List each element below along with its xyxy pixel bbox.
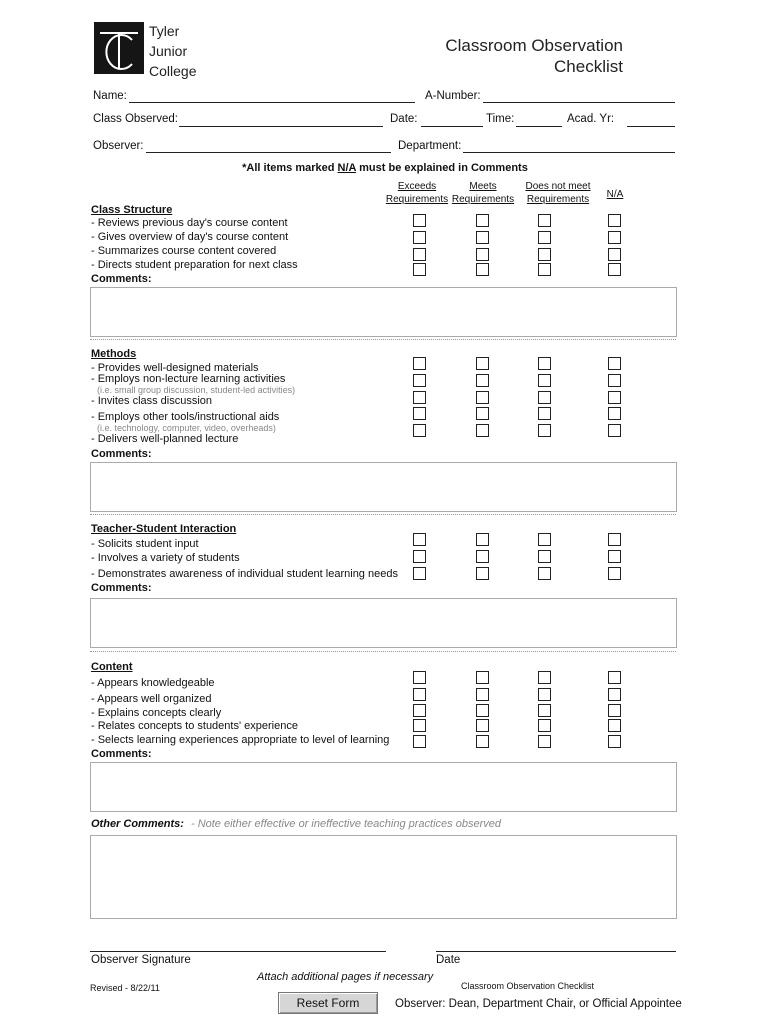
tjc-logo-icon (94, 22, 144, 74)
list-item: - Directs student preparation for next class (91, 259, 298, 271)
observer-field[interactable] (146, 152, 391, 153)
list-item: - Selects learning experiences appropriate to level of learning (91, 734, 390, 746)
checkbox-meets[interactable] (476, 533, 489, 546)
checkbox-meets[interactable] (476, 688, 489, 701)
list-item-note: (i.e. technology, computer, video, overheads) (97, 423, 276, 433)
checkbox-exceeds[interactable] (413, 407, 426, 420)
checkbox-exceeds[interactable] (413, 263, 426, 276)
checkbox-na[interactable] (608, 357, 621, 370)
acad-yr-field[interactable] (627, 126, 675, 127)
notice-na: N/A (337, 162, 357, 174)
checkbox-exceeds[interactable] (413, 550, 426, 563)
checkbox-meets[interactable] (476, 671, 489, 684)
checkbox-does-not-meet[interactable] (538, 704, 551, 717)
checkbox-exceeds[interactable] (413, 424, 426, 437)
notice-suffix: must be explained in Comments (356, 162, 528, 174)
checkbox-does-not-meet[interactable] (538, 567, 551, 580)
checkbox-exceeds[interactable] (413, 719, 426, 732)
logo-line-3: College (149, 63, 197, 79)
signature-date-label: Date (436, 954, 461, 966)
checkbox-na[interactable] (608, 214, 621, 227)
name-field[interactable] (129, 102, 415, 103)
date-field[interactable] (421, 126, 483, 127)
checkbox-does-not-meet[interactable] (538, 719, 551, 732)
observer-label: Observer: (93, 140, 144, 152)
checkbox-na[interactable] (608, 374, 621, 387)
col-meets-line1: Meets (469, 181, 497, 192)
reset-form-button[interactable]: Reset Form (278, 992, 378, 1014)
class-observed-field[interactable] (179, 126, 383, 127)
content-comments-label: Comments: (91, 748, 152, 760)
list-item: - Demonstrates awareness of individual student learning needs (91, 568, 398, 580)
checkbox-meets[interactable] (476, 214, 489, 227)
col-na (600, 188, 630, 201)
college-name (149, 21, 196, 81)
acad-yr-label: Acad. Yr: (567, 113, 615, 125)
col-meets-line2: Requirements (451, 194, 515, 205)
other-comments-label: Other Comments: (91, 818, 184, 830)
checkbox-na[interactable] (608, 391, 621, 404)
checkbox-exceeds[interactable] (413, 374, 426, 387)
methods-comments-field[interactable] (90, 462, 677, 512)
checkbox-meets[interactable] (476, 391, 489, 404)
checkbox-meets[interactable] (476, 231, 489, 244)
col-exceeds-line2: Requirements (385, 194, 449, 205)
checkbox-does-not-meet[interactable] (538, 263, 551, 276)
section-methods-title: Methods (91, 348, 137, 360)
list-item: - Summarizes course content covered (91, 245, 277, 257)
checkbox-does-not-meet[interactable] (538, 407, 551, 420)
checkbox-na[interactable] (608, 550, 621, 563)
checkbox-na[interactable] (608, 424, 621, 437)
section-class-structure-title: Class Structure (91, 204, 173, 216)
logo-line-2: Junior (149, 43, 188, 59)
checkbox-na[interactable] (608, 231, 621, 244)
date-label: Date: (390, 113, 418, 125)
list-item: - Provides well-designed materials (91, 362, 259, 374)
section-divider (90, 651, 676, 652)
col-does-not-line1: Does not meet (525, 181, 591, 192)
checkbox-does-not-meet[interactable] (538, 533, 551, 546)
other-comments-hint: - Note either effective or ineffective teaching practices observed (190, 818, 501, 830)
interaction-comments-field[interactable] (90, 598, 677, 648)
na-notice (0, 162, 770, 174)
col-does-not-line2: Requirements (526, 194, 590, 205)
checkbox-exceeds[interactable] (413, 357, 426, 370)
col-exceeds (384, 180, 450, 206)
list-item: - Relates concepts to students' experience (91, 720, 298, 732)
footer-doc-title: Classroom Observation Checklist (461, 981, 595, 991)
checkbox-does-not-meet[interactable] (538, 735, 551, 748)
checkbox-na[interactable] (608, 671, 621, 684)
section-divider (90, 514, 676, 515)
checkbox-exceeds[interactable] (413, 391, 426, 404)
checkbox-meets[interactable] (476, 357, 489, 370)
checkbox-na[interactable] (608, 719, 621, 732)
checkbox-na[interactable] (608, 407, 621, 420)
section-interaction-title: Teacher-Student Interaction (91, 523, 237, 535)
revised-date: Revised - 8/22/11 (90, 983, 160, 993)
checkbox-meets[interactable] (476, 263, 489, 276)
class-structure-comments-label: Comments: (91, 273, 152, 285)
signature-date-field[interactable] (436, 951, 676, 952)
checkbox-meets[interactable] (476, 424, 489, 437)
col-na-label: N/A (606, 189, 624, 200)
col-exceeds-line1: Exceeds (397, 181, 437, 192)
class-observed-label: Class Observed: (93, 113, 179, 125)
a-number-field[interactable] (483, 102, 675, 103)
list-item: - Solicits student input (91, 538, 199, 550)
interaction-comments-label: Comments: (91, 582, 152, 594)
checkbox-meets[interactable] (476, 407, 489, 420)
list-item: - Appears knowledgeable (91, 677, 215, 689)
methods-comments-label: Comments: (91, 448, 152, 460)
list-item: - Employs non-lecture learning activities (91, 373, 286, 385)
other-comments-field[interactable] (90, 835, 677, 919)
list-item: - Gives overview of day's course content (91, 231, 289, 243)
list-item: - Reviews previous day's course content (91, 217, 288, 229)
list-item: - Employs other tools/instructional aids (91, 411, 280, 423)
checkbox-does-not-meet[interactable] (538, 231, 551, 244)
checkbox-meets[interactable] (476, 567, 489, 580)
list-item: - Involves a variety of students (91, 552, 240, 564)
col-does-not-meet (518, 180, 598, 206)
title-line-1: Classroom Observation (445, 36, 623, 55)
checkbox-na[interactable] (608, 735, 621, 748)
checkbox-na[interactable] (608, 248, 621, 261)
checkbox-exceeds[interactable] (413, 248, 426, 261)
checkbox-meets[interactable] (476, 735, 489, 748)
checkbox-does-not-meet[interactable] (538, 424, 551, 437)
other-comments-header (91, 818, 501, 830)
checkbox-does-not-meet[interactable] (538, 374, 551, 387)
list-item: - Delivers well-planned lecture (91, 433, 239, 445)
time-field[interactable] (516, 126, 562, 127)
signature-field[interactable] (90, 951, 386, 952)
checkbox-na[interactable] (608, 567, 621, 580)
observer-note: Observer: Dean, Department Chair, or Official Appointee (395, 998, 682, 1010)
title-line-2: Checklist (554, 57, 623, 76)
list-item-note: (i.e. small group discussion, student-led activities) (97, 385, 296, 395)
section-divider (90, 339, 676, 340)
checkbox-does-not-meet[interactable] (538, 671, 551, 684)
department-label: Department: (398, 140, 462, 152)
checkbox-meets[interactable] (476, 719, 489, 732)
col-meets (450, 180, 516, 206)
logo-line-1: Tyler (149, 23, 180, 39)
name-label: Name: (93, 90, 127, 102)
checkbox-meets[interactable] (476, 704, 489, 717)
checkbox-na[interactable] (608, 688, 621, 701)
checkbox-does-not-meet[interactable] (538, 357, 551, 370)
section-content-title: Content (91, 661, 133, 673)
checkbox-na[interactable] (608, 704, 621, 717)
checkbox-na[interactable] (608, 533, 621, 546)
checkbox-exceeds[interactable] (413, 704, 426, 717)
a-number-label: A-Number: (425, 90, 481, 102)
checkbox-does-not-meet[interactable] (538, 688, 551, 701)
checkbox-exceeds[interactable] (413, 214, 426, 227)
college-logo (94, 22, 144, 74)
checkbox-na[interactable] (608, 263, 621, 276)
checkbox-meets[interactable] (476, 248, 489, 261)
checkbox-meets[interactable] (476, 550, 489, 563)
checkbox-exceeds[interactable] (413, 735, 426, 748)
checkbox-does-not-meet[interactable] (538, 248, 551, 261)
checkbox-exceeds[interactable] (413, 533, 426, 546)
time-label: Time: (486, 113, 515, 125)
checkbox-meets[interactable] (476, 374, 489, 387)
content-comments-field[interactable] (90, 762, 677, 812)
class-structure-comments-field[interactable] (90, 287, 677, 337)
list-item: - Explains concepts clearly (91, 707, 222, 719)
signature-label: Observer Signature (91, 954, 191, 966)
checkbox-does-not-meet[interactable] (538, 550, 551, 563)
checkbox-exceeds[interactable] (413, 688, 426, 701)
checkbox-exceeds[interactable] (413, 671, 426, 684)
checkbox-exceeds[interactable] (413, 231, 426, 244)
page-title (380, 35, 623, 77)
list-item: - Invites class discussion (91, 395, 213, 407)
checkbox-exceeds[interactable] (413, 567, 426, 580)
department-field[interactable] (463, 152, 675, 153)
attach-note: Attach additional pages if necessary (257, 971, 434, 983)
notice-prefix: *All items marked (242, 162, 338, 174)
checkbox-does-not-meet[interactable] (538, 214, 551, 227)
list-item: - Appears well organized (91, 693, 212, 705)
checkbox-does-not-meet[interactable] (538, 391, 551, 404)
